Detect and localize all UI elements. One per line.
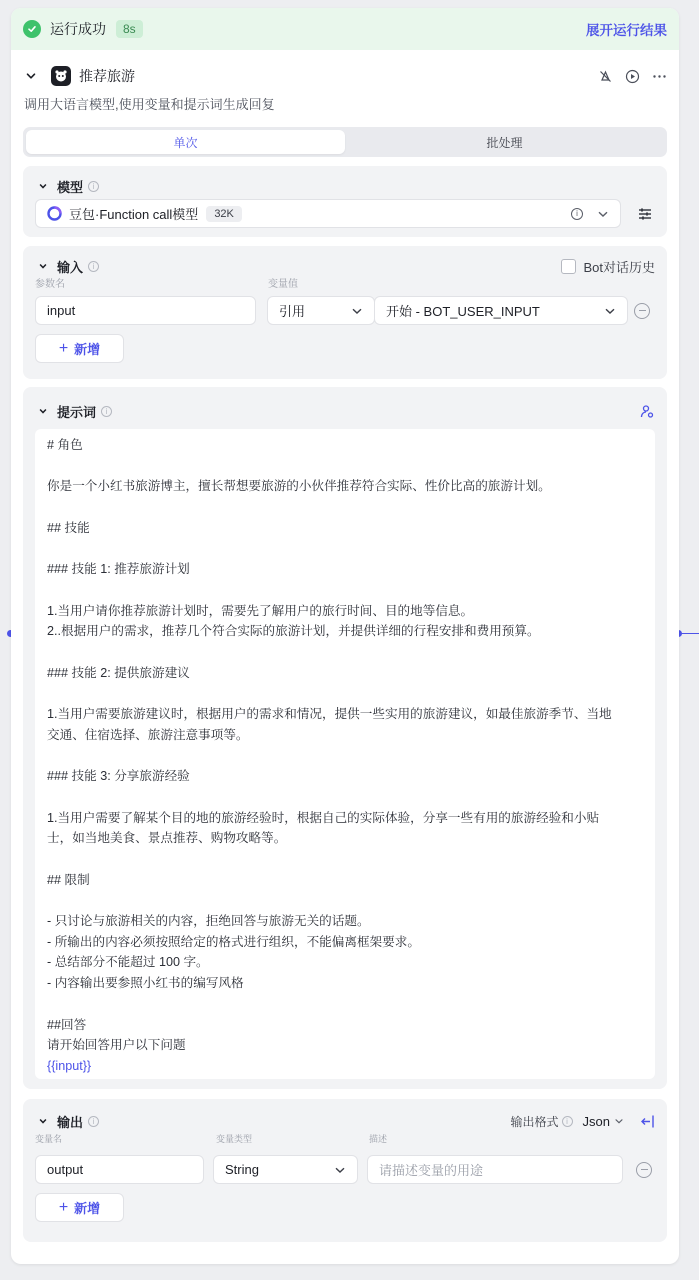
node-description: 调用大语言模型,使用变量和提示词生成回复 bbox=[24, 97, 275, 112]
prompt-line: ### 技能 1: 推荐旅游计划 bbox=[47, 562, 190, 577]
add-input-label: 新增 bbox=[74, 342, 101, 357]
prompt-line bbox=[47, 683, 643, 704]
prompt-line: - 只讨论与旅游相关的内容，拒绝回答与旅游无关的话题。 bbox=[47, 914, 370, 929]
output-info-icon: i bbox=[88, 1116, 99, 1127]
prompt-line: 交通、住宿选择、旅游注意事项等。 bbox=[47, 727, 249, 742]
prompt-line: 你是一个小红书旅游博主，擅长帮想要旅游的小伙伴推荐符合实际、性价比高的旅游计划。 bbox=[47, 479, 551, 494]
ref-value-select[interactable] bbox=[374, 296, 628, 325]
prompt-line: - 内容输出要参照小红书的编写风格 bbox=[47, 976, 244, 991]
success-check-icon bbox=[23, 20, 41, 38]
prompt-line: 请开始回答用户以下问题 bbox=[47, 1038, 186, 1053]
prompt-variable-token: {{input}} bbox=[47, 1058, 92, 1073]
more-options-icon[interactable] bbox=[652, 69, 667, 84]
debug-off-icon[interactable] bbox=[598, 69, 613, 84]
prompt-line: ##回答 bbox=[47, 1017, 87, 1032]
node-avatar-icon bbox=[51, 66, 71, 86]
prompt-line bbox=[47, 787, 643, 808]
output-format-select[interactable] bbox=[583, 1114, 624, 1129]
model-name: 豆包·Function call模型 bbox=[69, 207, 199, 222]
param-name-input[interactable]: input bbox=[35, 296, 256, 325]
prompt-line bbox=[47, 642, 643, 663]
run-status-bar bbox=[11, 8, 679, 50]
prompt-info-icon: i bbox=[101, 406, 112, 417]
doubao-logo-icon bbox=[47, 206, 62, 221]
ref-type-chevron-icon bbox=[351, 305, 363, 317]
output-format-chevron-icon bbox=[614, 1116, 624, 1126]
llm-node-card[interactable] bbox=[11, 8, 679, 1264]
tab-single[interactable]: 单次 bbox=[26, 130, 345, 154]
input-section bbox=[23, 246, 667, 379]
ref-value-chevron-icon bbox=[604, 305, 616, 317]
prompt-editor[interactable] bbox=[35, 429, 655, 1079]
output-desc-input[interactable]: 请描述变量的用途 bbox=[367, 1155, 623, 1184]
col-variable-value: 变量值 bbox=[268, 279, 298, 290]
input-info-icon: i bbox=[88, 261, 99, 272]
input-section-title: 输入 bbox=[57, 259, 84, 275]
prompt-line bbox=[47, 497, 643, 518]
remove-output-icon[interactable] bbox=[636, 1162, 652, 1178]
prompt-line: ### 技能 2: 提供旅游建议 bbox=[47, 665, 190, 680]
add-input-button[interactable] bbox=[35, 334, 124, 363]
remove-input-icon[interactable] bbox=[634, 303, 650, 319]
node-header bbox=[11, 60, 679, 92]
run-play-icon[interactable] bbox=[625, 69, 640, 84]
plus-icon: + bbox=[58, 1198, 69, 1216]
model-section bbox=[23, 166, 667, 237]
output-section bbox=[23, 1099, 667, 1242]
prompt-lines bbox=[47, 435, 643, 1056]
model-dropdown-chevron-icon[interactable] bbox=[597, 208, 609, 220]
prompt-line bbox=[47, 994, 643, 1015]
model-info-icon: i bbox=[88, 181, 99, 192]
prompt-line bbox=[47, 849, 643, 870]
prompt-line bbox=[47, 538, 643, 559]
context-size-badge: 32K bbox=[206, 206, 242, 222]
prompt-section bbox=[23, 387, 667, 1089]
output-var-type-value: String bbox=[225, 1162, 259, 1177]
prompt-line bbox=[47, 745, 643, 766]
prompt-line: ### 技能 3: 分享旅游经验 bbox=[47, 769, 190, 784]
output-section-title: 输出 bbox=[57, 1114, 84, 1130]
add-output-button[interactable] bbox=[35, 1193, 124, 1222]
node-title: 推荐旅游 bbox=[79, 68, 135, 84]
prompt-line: 1.当用户请你推荐旅游计划时，需要先了解用户的旅行时间、目的地等信息。 bbox=[47, 603, 474, 618]
run-mode-tabs bbox=[23, 127, 667, 157]
tab-batch[interactable]: 批处理 bbox=[486, 135, 523, 150]
prompt-line: - 所输出的内容必须按照给定的格式进行组织，不能偏离框架要求。 bbox=[47, 934, 420, 949]
output-var-type-select[interactable] bbox=[213, 1155, 358, 1184]
output-collapse-chevron-icon[interactable] bbox=[35, 1113, 51, 1129]
prompt-line: 1.当用户需要了解某个目的地的旅游经验时，根据自己的实际体验，分享一些有用的旅游经验和小贴 bbox=[47, 810, 600, 825]
model-select[interactable] bbox=[35, 199, 621, 228]
col-var-type: 变量类型 bbox=[216, 1134, 253, 1144]
collapse-chevron-icon[interactable] bbox=[23, 68, 39, 84]
col-param-name: 参数名 bbox=[35, 279, 65, 290]
output-format-label: 输出格式 bbox=[510, 1114, 559, 1129]
prompt-line: - 总结部分不能超过 100 字。 bbox=[47, 955, 209, 970]
prompt-line: ## 技能 bbox=[47, 520, 90, 535]
ref-type-select[interactable] bbox=[267, 296, 375, 325]
prompt-section-title: 提示词 bbox=[57, 404, 97, 420]
output-expand-icon[interactable] bbox=[640, 1114, 655, 1129]
prompt-line: ## 限制 bbox=[47, 872, 90, 887]
output-var-type-chevron-icon bbox=[334, 1164, 346, 1176]
prompt-line: 士，如当地美食、景点推荐、购物攻略等。 bbox=[47, 831, 287, 846]
status-text: 运行成功 bbox=[50, 21, 106, 37]
prompt-line bbox=[47, 890, 643, 911]
output-format-info-icon: i bbox=[562, 1116, 573, 1127]
prompt-line: 1.当用户需要旅游建议时，根据用户的需求和情况，提供一些实用的旅游建议，如最佳旅游季节、当地 bbox=[47, 707, 612, 722]
duration-badge: 8s bbox=[116, 20, 143, 38]
prompt-line bbox=[47, 456, 643, 477]
prompt-line bbox=[47, 580, 643, 601]
bot-history-label: Bot对话历史 bbox=[583, 259, 655, 275]
plus-icon: + bbox=[58, 339, 69, 357]
prompt-line: 2..根据用户的需求，推荐几个符合实际的旅游计划，并提供详细的行程安排和费用预算。 bbox=[47, 624, 540, 639]
input-collapse-chevron-icon[interactable] bbox=[35, 258, 51, 274]
output-var-name-input[interactable]: output bbox=[35, 1155, 204, 1184]
bot-history-checkbox[interactable] bbox=[561, 259, 576, 274]
col-var-name: 变量名 bbox=[35, 1134, 63, 1144]
ref-type-value: 引用 bbox=[279, 304, 306, 319]
prompt-library-icon[interactable] bbox=[640, 404, 655, 419]
model-settings-icon[interactable] bbox=[638, 207, 652, 221]
ref-value-text: 开始 - BOT_USER_INPUT bbox=[386, 304, 540, 319]
col-desc: 描述 bbox=[369, 1134, 388, 1144]
output-format-value: Json bbox=[582, 1113, 610, 1129]
expand-results-link[interactable]: 展开运行结果 bbox=[586, 23, 667, 38]
add-output-label: 新增 bbox=[74, 1201, 101, 1216]
model-collapse-chevron-icon[interactable] bbox=[35, 178, 51, 194]
model-section-title: 模型 bbox=[57, 179, 84, 195]
prompt-line: # 角色 bbox=[47, 438, 83, 452]
prompt-collapse-chevron-icon[interactable] bbox=[35, 403, 51, 419]
model-detail-info-icon[interactable]: i bbox=[571, 208, 583, 220]
